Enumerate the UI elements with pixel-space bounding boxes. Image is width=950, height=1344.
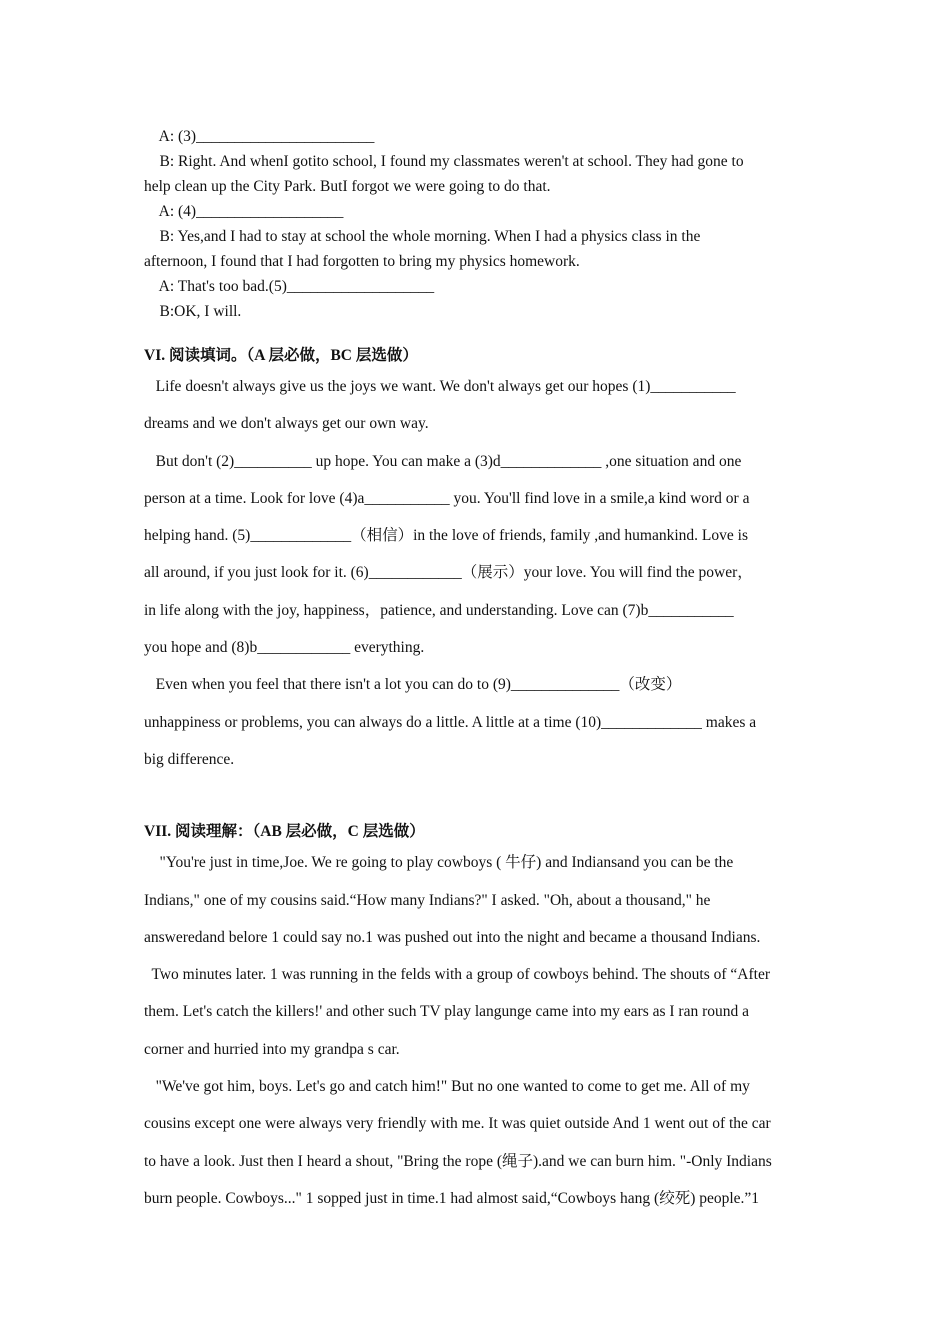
passage-line: you hope and (8)b____________ everything. xyxy=(144,639,425,657)
dialog-line: afternoon, I found that I had forgotten to bring my physics homework. xyxy=(144,253,580,270)
dialog-line: A: That's too bad.(5)___________________ xyxy=(144,278,435,295)
passage-line: unhappiness or problems, you can always do a little. A little at a time (10)_____________ makes a xyxy=(144,713,757,731)
dialog-line: B:OK, I will. xyxy=(144,303,242,320)
passage-line: Two minutes later. 1 was running in the felds with a group of cowboys behind. The shouts of “After xyxy=(144,966,770,984)
passage-line: Indians," one of my cousins said.“How many Indians?" I asked. "Oh, about a thousand," he xyxy=(144,891,711,909)
dialog-line: B: Right. And whenI gotito school, I found my classmates weren't at school. They had gone to xyxy=(144,153,744,170)
document-page xyxy=(144,124,809,1217)
passage-line: dreams and we don't always get our own way. xyxy=(144,415,429,433)
passage-line: burn people. Cowboys..." 1 sopped just in time.1 had almost said,“Cowboys hang (绞死) people.”1 xyxy=(144,1189,760,1207)
passage-line: in life along with the joy, happiness，patience, and understanding. Love can (7)b___________ xyxy=(144,601,734,619)
dialog-line: help clean up the City Park. ButI forgot we were going to do that. xyxy=(144,178,551,195)
dialog-block xyxy=(144,124,809,324)
passage-line: But don't (2)__________ up hope. You can make a (3)d_____________ ,one situation and one xyxy=(144,452,742,470)
section-heading-vii: VII. 阅读理解：（AB 层必做，C 层选做） xyxy=(144,823,425,841)
passage-line: to have a look. Just then I heard a shout, "Bring the rope (绳子).and we can burn him. "-Only Indians xyxy=(144,1152,772,1170)
passage-line: Life doesn't always give us the joys we want. We don't always get our hopes (1)___________ xyxy=(144,378,736,395)
dialog-line: A: (4)___________________ xyxy=(144,203,344,220)
passage-line: big difference. xyxy=(144,750,235,768)
dialog-line: B: Yes,and I had to stay at school the whole morning. When I had a physics class in the xyxy=(144,228,701,245)
section-heading-vi: VI. 阅读填词。（A 层必做，BC 层选做） xyxy=(144,347,418,364)
cloze-passage xyxy=(144,368,809,778)
passage-line: them. Let's catch the killers!' and other such TV play langunge came into my ears as I ran round a xyxy=(144,1003,750,1021)
passage-line: "You're just in time,Joe. We re going to play cowboys ( 牛仔) and Indiansand you can be the xyxy=(144,854,734,872)
passage-line: person at a time. Look for love (4)a___________ you. You'll find love in a smile,a kind word or a xyxy=(144,489,750,507)
passage-line: Even when you feel that there isn't a lot you can do to (9)______________（改变） xyxy=(144,676,682,694)
passage-line: corner and hurried into my grandpa s car. xyxy=(144,1040,400,1058)
passage-line: answeredand belore 1 could say no.1 was pushed out into the night and became a thousand Indians. xyxy=(144,928,761,946)
passage-line: all around, if you just look for it. (6)____________（展示）your love. You will find the power， xyxy=(144,564,753,582)
passage-line: helping hand. (5)_____________（相信）in the love of friends, family ,and humankind. Love is xyxy=(144,527,748,545)
dialog-line: A: (3)_______________________ xyxy=(144,128,375,145)
passage-line: "We've got him, boys. Let's go and catch him!" But no one wanted to come to get me. All of my xyxy=(144,1078,750,1096)
reading-passage xyxy=(144,844,809,1217)
passage-line: cousins except one were always very friendly with me. It was quiet outside And 1 went out of the car xyxy=(144,1115,771,1133)
